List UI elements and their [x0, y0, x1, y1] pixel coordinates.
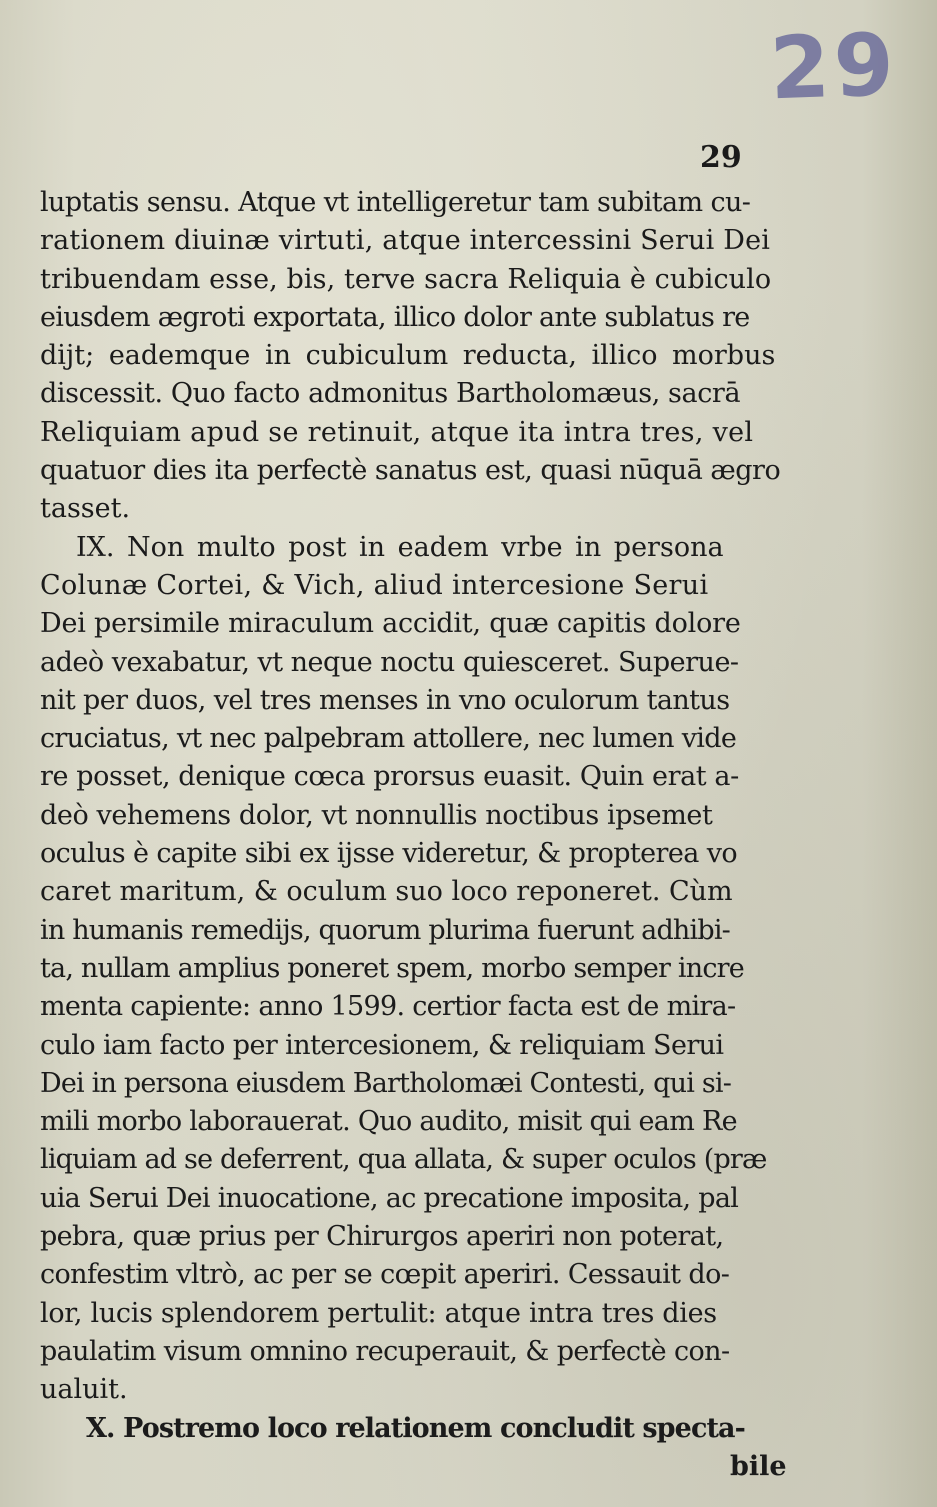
body-text [40, 184, 790, 1486]
text-line: culo iam facto per intercesionem, & reliquiam Serui [40, 1029, 724, 1061]
text-line: paulatim visum omnino recuperauit, & perfectè con- [40, 1335, 730, 1367]
text-line: luptatis sensu. Atque vt intelligeretur tam subitam cu- [40, 187, 751, 218]
text-line: eiusdem ægroti exportata, illico dolor ante sublatus re [40, 301, 750, 333]
text-line: menta capiente: anno 1599. certior facta est de mira- [40, 991, 736, 1023]
text-line: uia Serui Dei inuocatione, ac precatione imposita, pal [40, 1182, 739, 1214]
text-line: tasset. [40, 493, 131, 525]
text-line: Dei persimile miraculum accidit, quæ capitis dolore [40, 608, 741, 640]
text-line: bile [730, 1450, 787, 1482]
text-line: in humanis remedijs, quorum plurima fuerunt adhibi- [40, 914, 730, 946]
text-line: X. Postremo loco relationem concludit specta- [86, 1412, 745, 1444]
text-line: nit per duos, vel tres menses in vno oculorum tantus [40, 684, 730, 716]
text-line: oculus è capite sibi ex ijsse videretur, & propterea vo [40, 838, 738, 870]
text-line: adeò vexabatur, vt neque noctu quiesceret. Superue- [40, 646, 739, 678]
text-line: Reliquiam apud se retinuit, atque ita intra tres, vel [40, 416, 754, 448]
text-line: dijt; eademque in cubiculum reducta, illico morbus [40, 340, 776, 372]
text-line: tribuendam esse, bis, terve sacra Reliquia è cubiculo [40, 263, 772, 295]
text-line: quatuor dies ita perfectè sanatus est, quasi nūquā ægro [40, 455, 781, 487]
text-line: ualuit. [40, 1374, 128, 1406]
library-stamp: 29 [768, 15, 900, 120]
text-line: mili morbo laborauerat. Quo audito, misit qui eam Re [40, 1106, 737, 1138]
text-line: Colunæ Cortei, & Vich, aliud intercesione Serui [40, 569, 709, 601]
text-line: Dei in persona eiusdem Bartholomæi Contesti, qui si- [40, 1067, 732, 1099]
text-line: pebra, quæ prius per Chirurgos aperiri non poterat, [40, 1221, 724, 1253]
page-number: 29 [700, 140, 742, 175]
text-line: cruciatus, vt nec palpebram attollere, nec lumen vide [40, 723, 737, 755]
text-line: discessit. Quo facto admonitus Bartholomæus, sacrā [40, 378, 741, 410]
text-line: lor, lucis splendorem pertulit: atque intra tres dies [40, 1297, 717, 1329]
text-line: caret maritum, & oculum suo loco reponeret. Cùm [40, 876, 733, 908]
text-line: liquiam ad se deferrent, qua allata, & super oculos (præ [40, 1144, 767, 1176]
text-line: ta, nullam amplius poneret spem, morbo semper incre [40, 952, 744, 984]
text-line: rationem diuinæ virtuti, atque intercessini Serui Dei [40, 225, 771, 257]
text-line: deò vehemens dolor, vt nonnullis noctibus ipsemet [40, 799, 713, 831]
text-line: IX. Non multo post in eadem vrbe in persona [76, 531, 724, 563]
text-line: confestim vltrò, ac per se cœpit aperiri. Cessauit do- [40, 1259, 730, 1291]
text-line: re posset, denique cœca prorsus euasit. Quin erat a- [40, 761, 739, 793]
